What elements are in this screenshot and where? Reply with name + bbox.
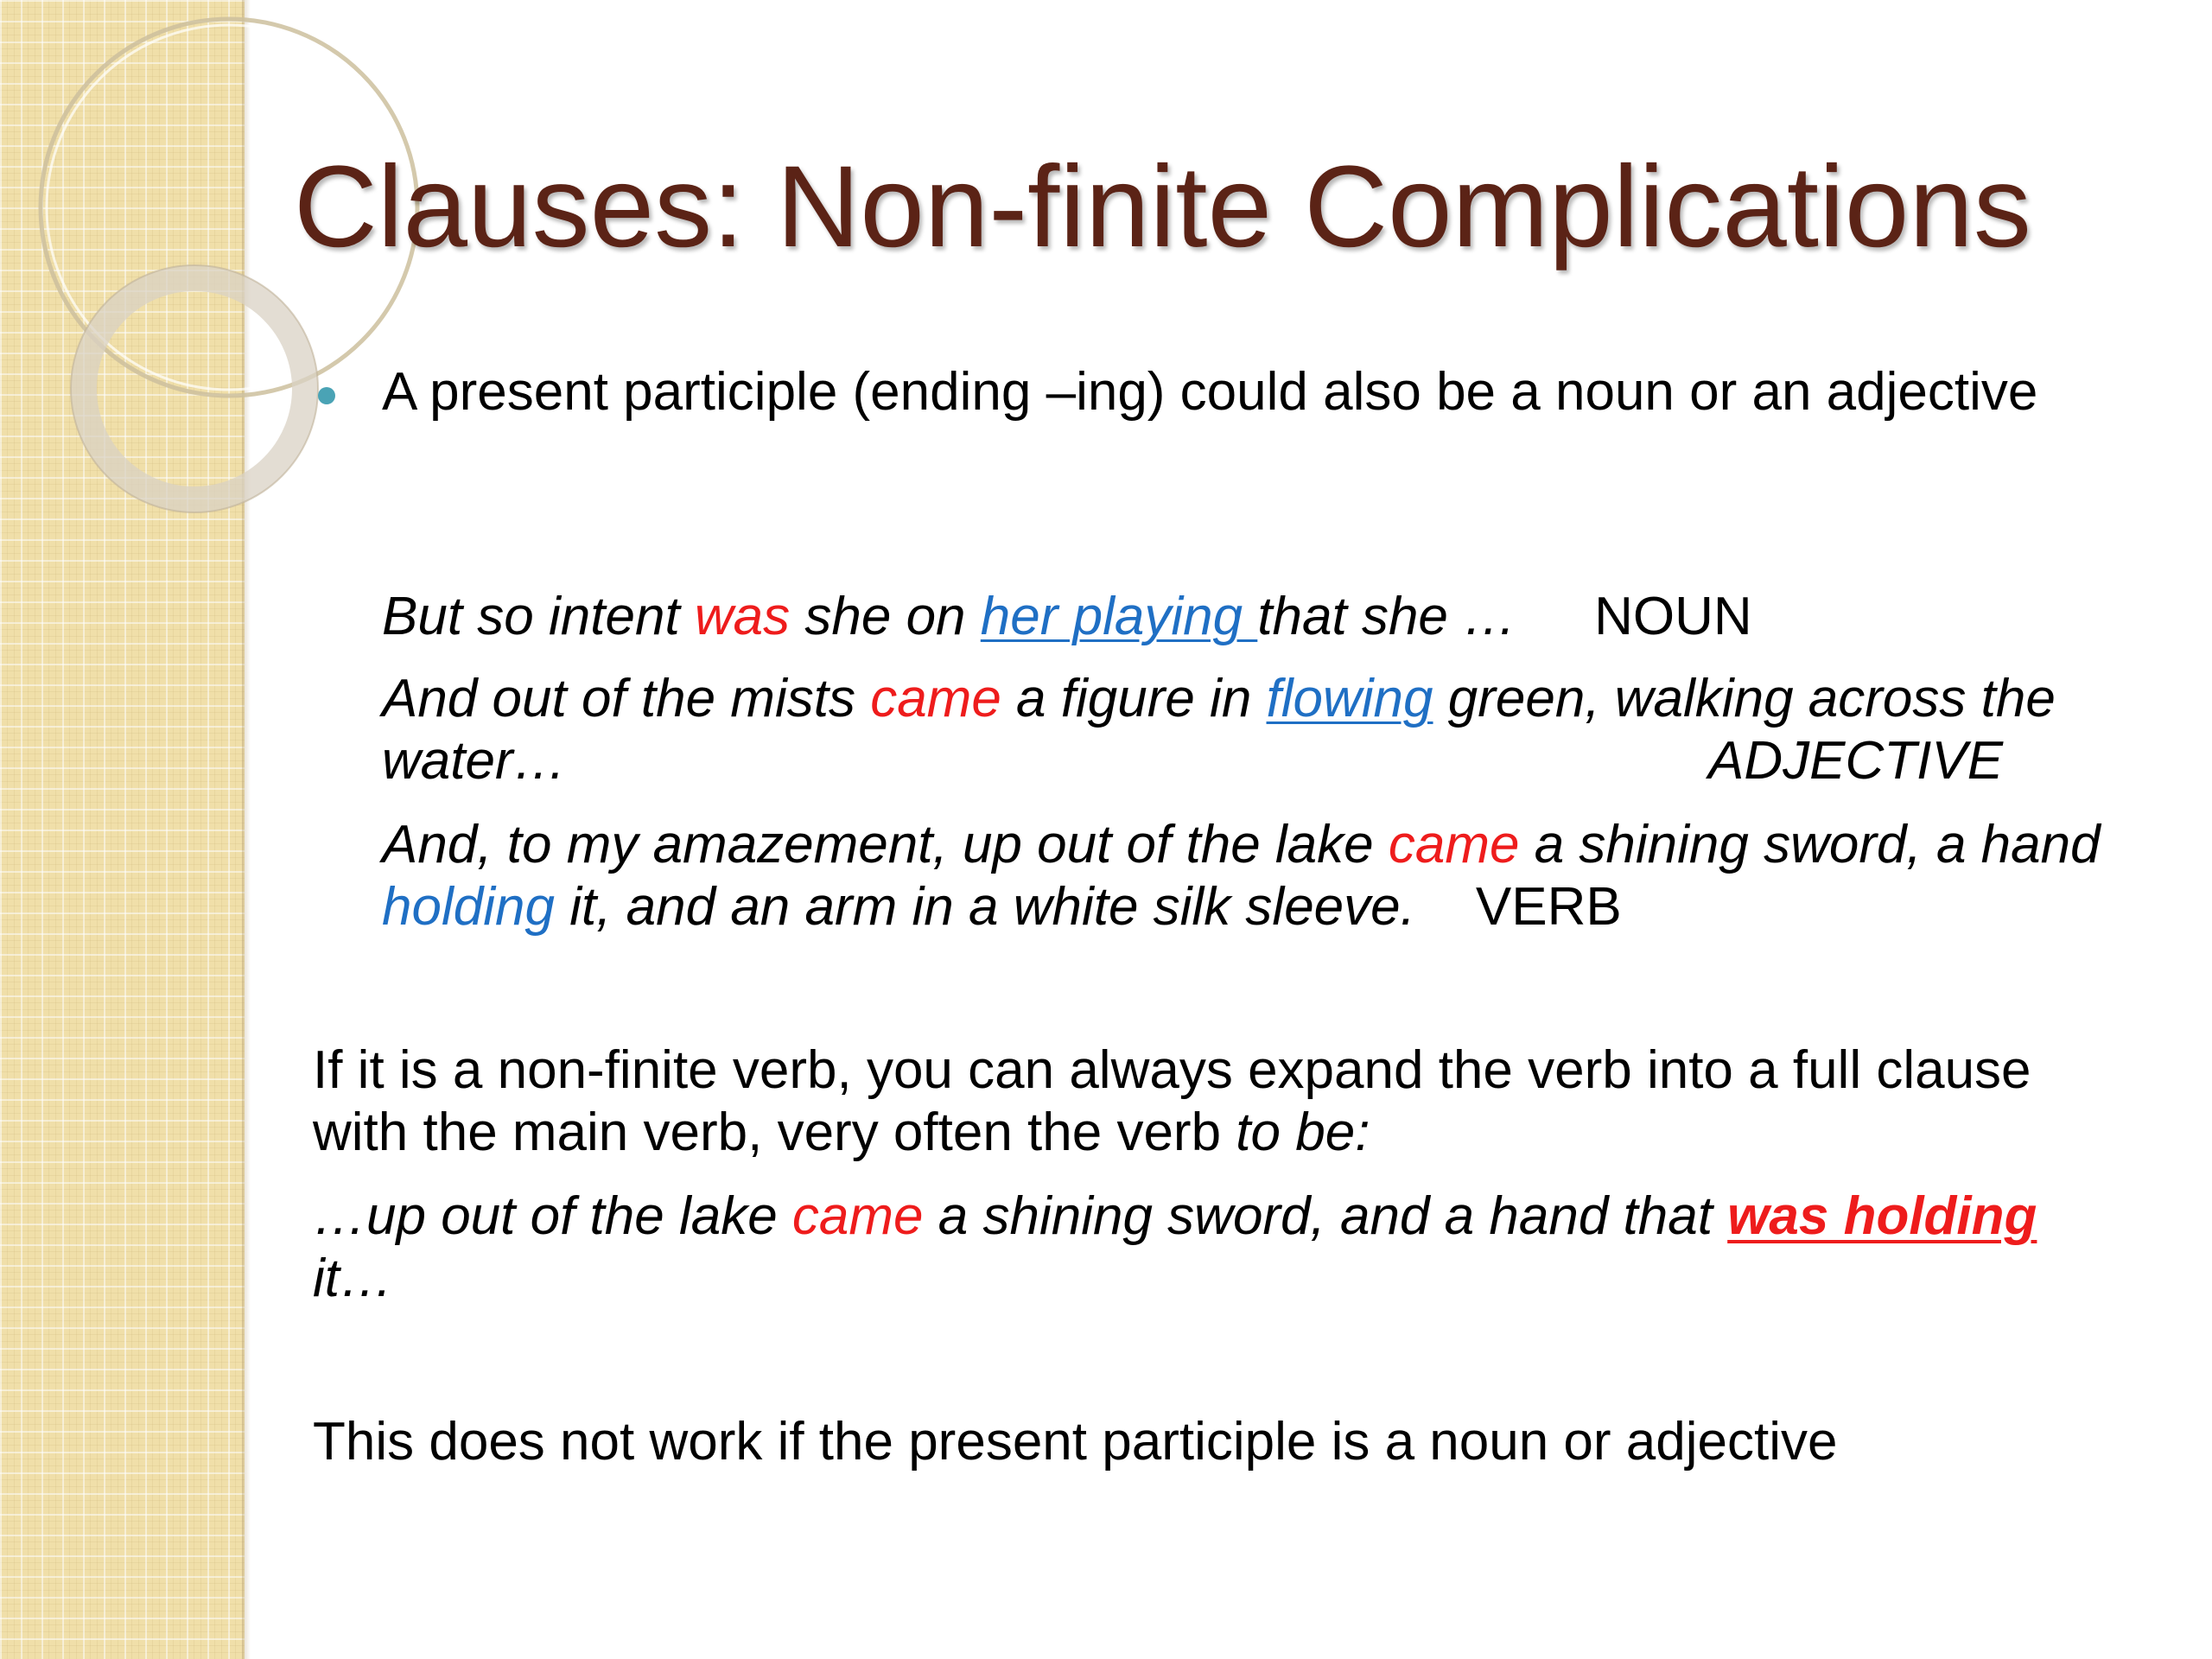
example-adjective	[382, 668, 2145, 792]
example-label: VERB	[1475, 877, 1622, 937]
participle-highlight: flowing	[1266, 669, 1433, 728]
main-verb: was	[694, 587, 791, 646]
bullet-text: A present participle (ending –ing) could also be a noun or an adjective	[382, 362, 2038, 422]
expanded-verb-highlight: was holding	[1727, 1186, 2037, 1246]
example-text: a shining sword, and a hand that	[923, 1186, 1728, 1246]
example-text: And, to my amazement, up out of the lake	[382, 815, 1389, 874]
rule-emphasis: to be:	[1236, 1103, 1370, 1162]
main-verb: came	[791, 1186, 924, 1246]
participle-highlight: holding	[382, 877, 555, 937]
example-text: a figure in	[1001, 669, 1267, 728]
example-text: it…	[313, 1249, 393, 1308]
main-verb: came	[870, 669, 1001, 728]
example-text: green, walking across the water…	[382, 669, 2056, 791]
example-text: But so intent	[382, 587, 695, 646]
expansion-rule-text	[313, 1039, 2127, 1164]
example-text: it, and an arm in a white silk sleeve.	[554, 877, 1415, 937]
example-text: a shining sword, a hand	[1519, 815, 2101, 874]
example-label: NOUN	[1594, 587, 1752, 646]
main-verb: came	[1388, 815, 1520, 874]
rule-text: If it is a non-finite verb, you can always expand the verb into a full clause with the main verb, very often the verb	[313, 1040, 2031, 1162]
conclusion-text: This does not work if the present participle is a noun or adjective	[313, 1412, 1838, 1471]
example-text: …up out of the lake	[313, 1186, 792, 1246]
decorative-rings	[0, 0, 432, 605]
participle-highlight: her playing	[980, 587, 1258, 646]
expanded-example	[313, 1185, 2127, 1310]
example-text: that she …	[1257, 587, 1517, 646]
example-text: And out of the mists	[382, 669, 871, 728]
example-verb	[382, 814, 2145, 938]
slide-title: Clauses: Non-finite Complications	[294, 143, 2031, 271]
bullet-icon	[318, 387, 335, 404]
example-text: she on	[790, 587, 981, 646]
example-noun	[382, 586, 2110, 648]
example-label: ADJECTIVE	[1708, 731, 2004, 791]
